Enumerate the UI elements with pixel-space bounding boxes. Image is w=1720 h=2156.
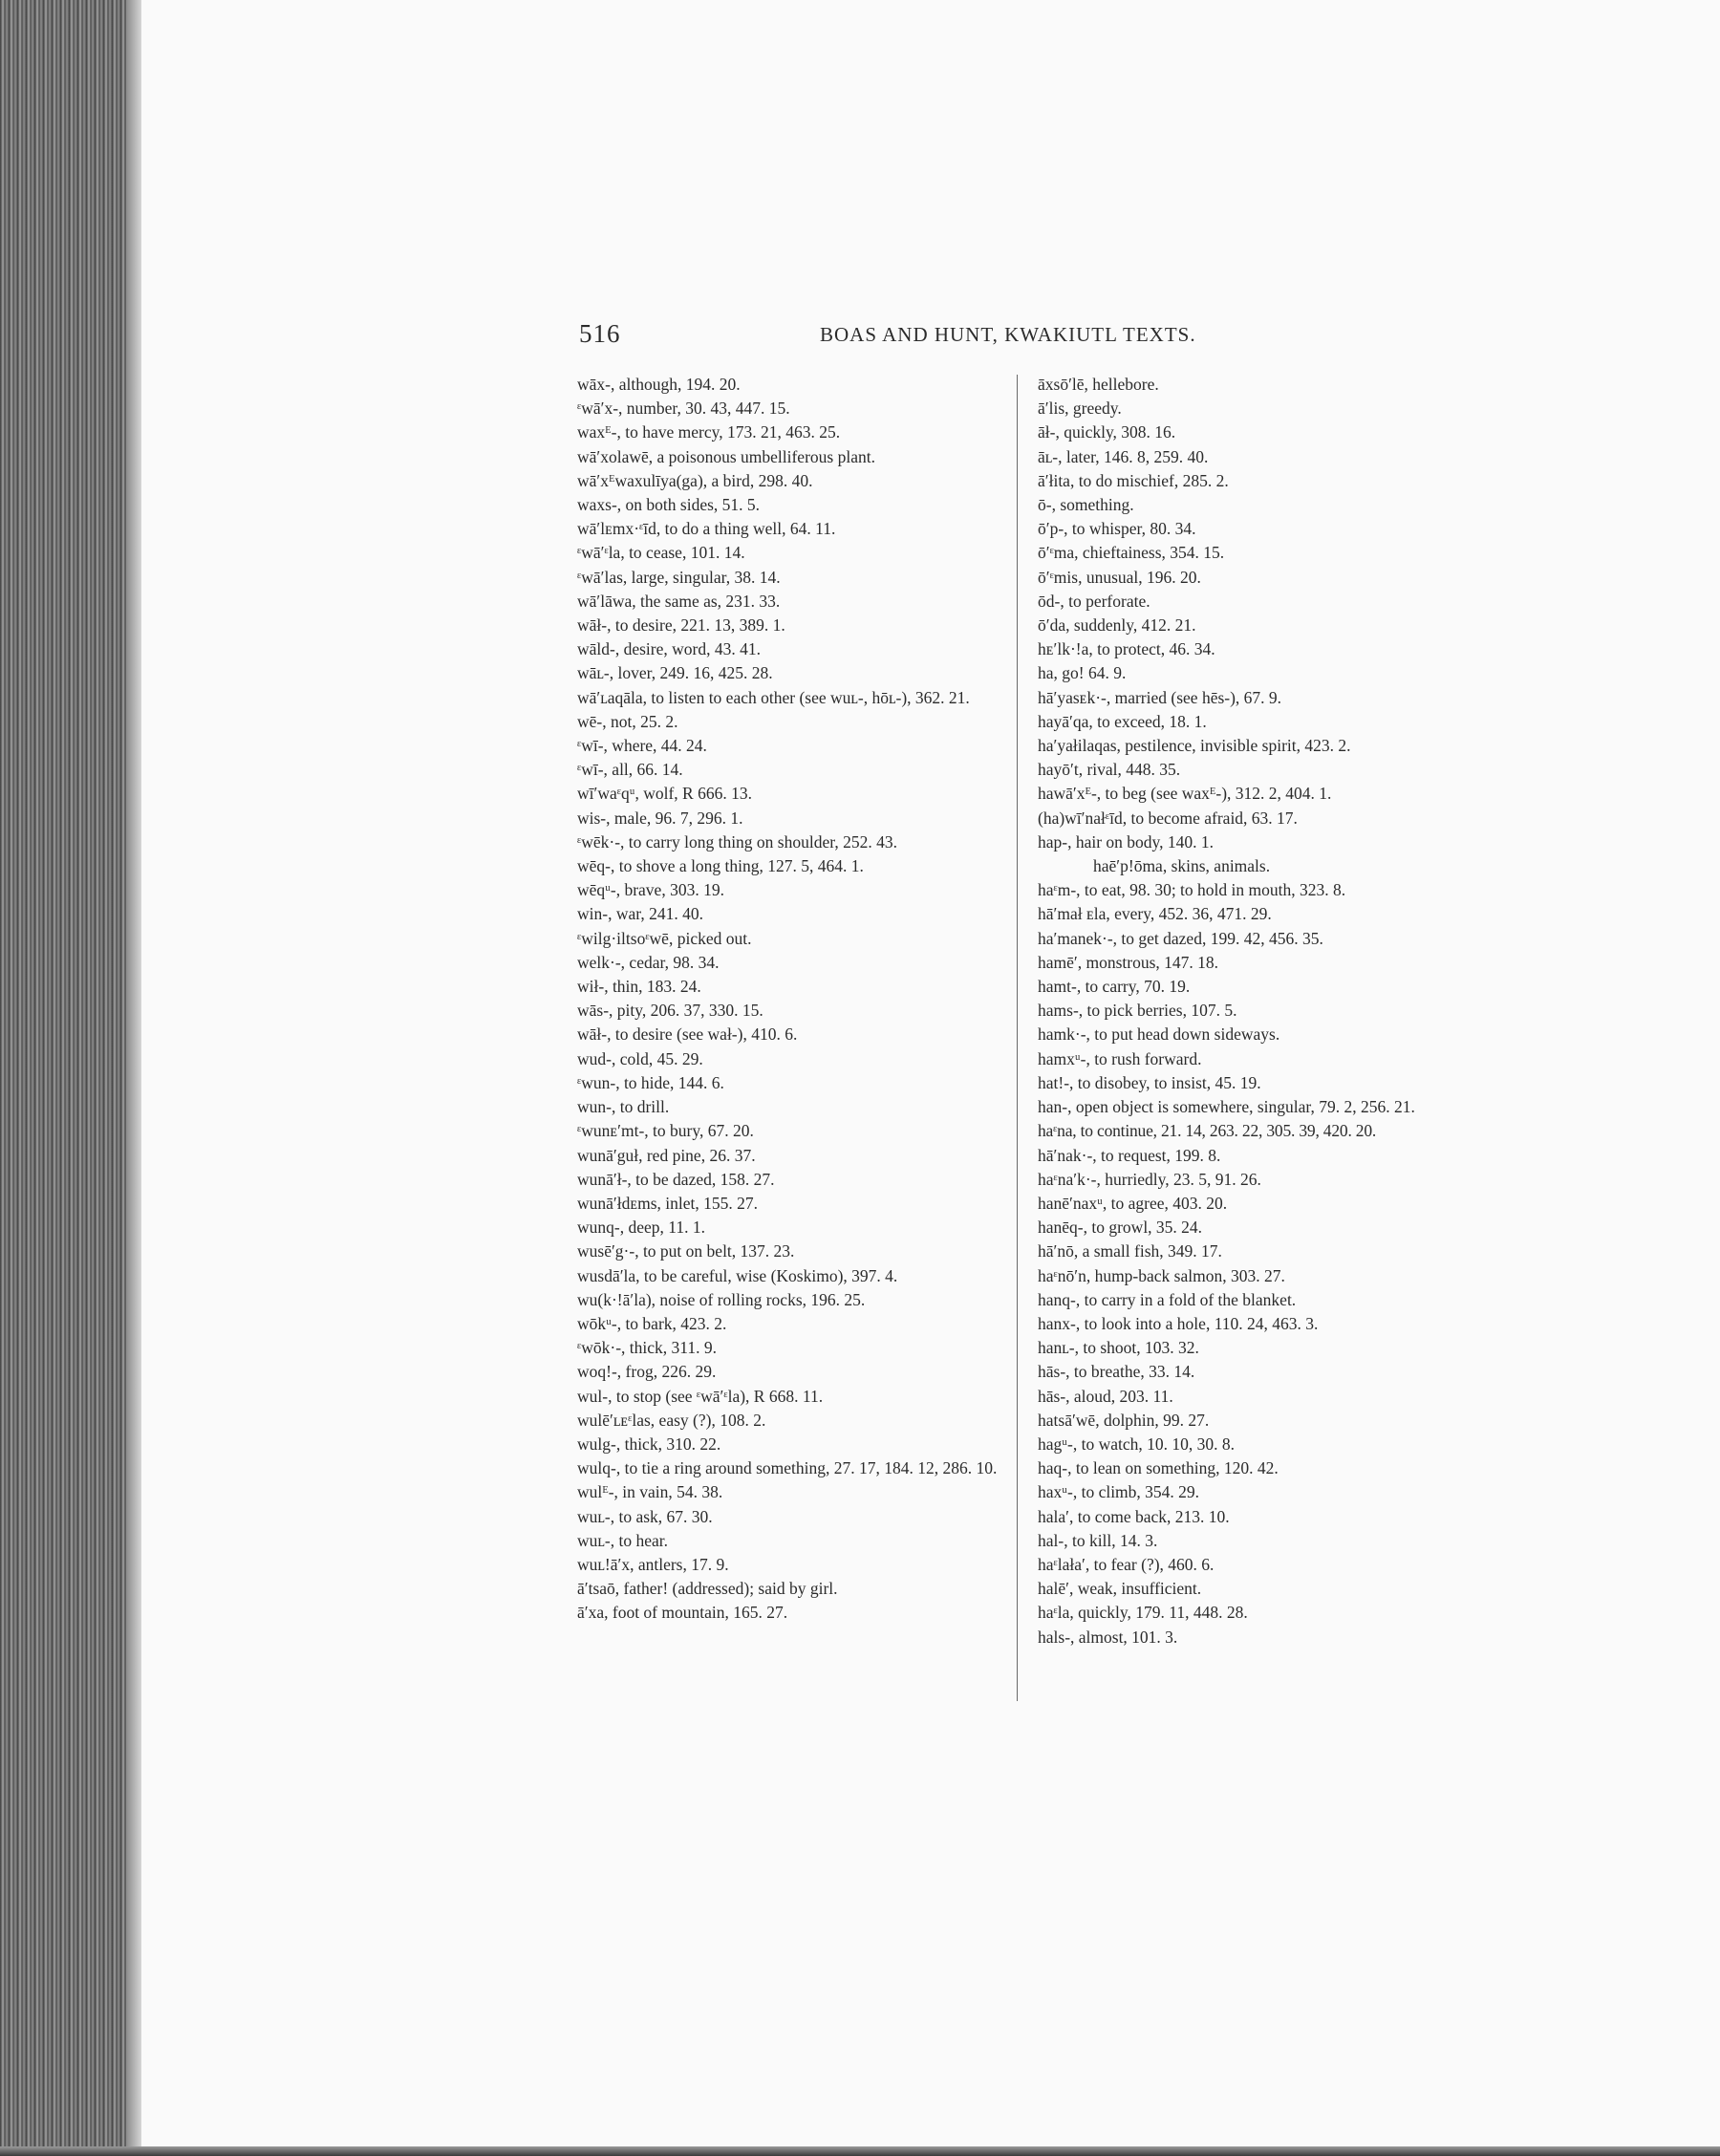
- glossary-entry: wulq-, to tie a ring around something, 27. 17, 184. 12, 286. 10.: [577, 1458, 998, 1478]
- glossary-entry: ō′ᵋma, chieftainess, 354. 15.: [1038, 543, 1225, 563]
- glossary-entry: han-, open object is somewhere, singular, 79. 2, 256. 21.: [1038, 1097, 1415, 1117]
- glossary-entry: ā′tsaō, father! (addressed); said by girl.: [577, 1579, 838, 1599]
- glossary-entry: hā′nō, a small fish, 349. 17.: [1038, 1241, 1222, 1261]
- glossary-entry: welk·-, cedar, 98. 34.: [577, 952, 720, 972]
- glossary-entry: ᵋwun-, to hide, 144. 6.: [577, 1072, 724, 1092]
- glossary-entry: ō′p-, to whisper, 80. 34.: [1038, 519, 1196, 539]
- glossary-entry: hap-, hair on body, 140. 1.: [1038, 831, 1215, 852]
- glossary-entry: haᵋm-, to eat, 98. 30; to hold in mouth, 323. 8.: [1038, 880, 1346, 900]
- glossary-entry: hat!-, to disobey, to insist, 45. 19.: [1038, 1072, 1261, 1092]
- glossary-entry: haq-, to lean on something, 120. 42.: [1038, 1458, 1279, 1478]
- glossary-entry: hanq-, to carry in a fold of the blanket.: [1038, 1289, 1297, 1309]
- glossary-entry: ā′lis, greedy.: [1038, 399, 1122, 419]
- glossary-entry: wił-, thin, 183. 24.: [577, 977, 701, 997]
- glossary-entry: (ha)wī′nałᵋīd, to become afraid, 63. 17.: [1038, 808, 1298, 828]
- glossary-entry: wusē′g·-, to put on belt, 137. 23.: [577, 1241, 795, 1261]
- glossary-entry: waxᴱ-, to have mercy, 173. 21, 463. 25.: [577, 422, 841, 442]
- glossary-entry: hᴇ′lk·!a, to protect, 46. 34.: [1038, 639, 1215, 659]
- glossary-entry: wāld-, desire, word, 43. 41.: [577, 639, 761, 659]
- glossary-entry: wuʟ-, to ask, 67. 30.: [577, 1506, 713, 1526]
- glossary-entry: halē′, weak, insufficient.: [1038, 1579, 1202, 1599]
- glossary-entry: ᵋwī-, where, 44. 24.: [577, 736, 707, 756]
- glossary-entry: wunq-, deep, 11. 1.: [577, 1218, 705, 1238]
- glossary-entry: hagᵘ-, to watch, 10. 10, 30. 8.: [1038, 1434, 1235, 1454]
- glossary-entry: hā′yasᴇk·-, married (see hēs-), 67. 9.: [1038, 687, 1282, 707]
- column-divider: [1017, 375, 1018, 1701]
- glossary-entry: haᵋla, quickly, 179. 11, 448. 28.: [1038, 1603, 1248, 1623]
- glossary-entry: wēq-, to shove a long thing, 127. 5, 464. 1.: [577, 856, 864, 876]
- glossary-entry: hamxᵘ-, to rush forward.: [1038, 1048, 1202, 1068]
- left-column: [577, 373, 1005, 1626]
- glossary-entry: hawā′xᴱ-, to beg (see waxᴱ-), 312. 2, 404. 1.: [1038, 784, 1332, 804]
- glossary-entry: waxs-, on both sides, 51. 5.: [577, 495, 761, 515]
- glossary-entry: wulg-, thick, 310. 22.: [577, 1434, 721, 1454]
- bottom-page-edge: [0, 2146, 1720, 2156]
- glossary-entry: wāł-, to desire, 221. 13, 389. 1.: [577, 615, 785, 636]
- glossary-entry: ᵋwunᴇ′mt-, to bury, 67. 20.: [577, 1121, 754, 1141]
- glossary-entry: haᵋna, to continue, 21. 14, 263. 22, 305. 39, 420. 20.: [1038, 1121, 1377, 1141]
- glossary-entry: wuʟ!ā′x, antlers, 17. 9.: [577, 1554, 729, 1574]
- glossary-entry: ha′manek·-, to get dazed, 199. 42, 456. 35.: [1038, 928, 1323, 948]
- glossary-entry: wāx-, although, 194. 20.: [577, 375, 741, 394]
- glossary-entry: hā′mał ᴇla, every, 452. 36, 471. 29.: [1038, 904, 1272, 924]
- glossary-entry: hanx-, to look into a hole, 110. 24, 463. 3.: [1038, 1313, 1319, 1333]
- glossary-entry: āʟ-, later, 146. 8, 259. 40.: [1038, 446, 1209, 466]
- glossary-entry: wul-, to stop (see ᵋwā′ᵋla), R 668. 11.: [577, 1386, 824, 1406]
- glossary-entry: wā′lāwa, the same as, 231. 33.: [577, 591, 781, 611]
- glossary-entry: haxᵘ-, to climb, 354. 29.: [1038, 1482, 1200, 1502]
- glossary-entry: ᵋwā′las, large, singular, 38. 14.: [577, 567, 781, 587]
- glossary-entry: hamt-, to carry, 70. 19.: [1038, 977, 1191, 997]
- glossary-entry: ō-, something.: [1038, 495, 1134, 515]
- glossary-entry: wā′lᴇmx·ᵋīd, to do a thing well, 64. 11.: [577, 519, 836, 539]
- glossary-entry: ha, go! 64. 9.: [1038, 663, 1127, 683]
- glossary-entry: hanʟ-, to shoot, 103. 32.: [1038, 1338, 1199, 1358]
- glossary-entry: wuʟ-, to hear.: [577, 1530, 668, 1550]
- glossary-entry: wunā′ł-, to be dazed, 158. 27.: [577, 1169, 775, 1189]
- glossary-entry: ō′ᵋmis, unusual, 196. 20.: [1038, 567, 1201, 587]
- glossary-entry: haᵋnō′n, hump-back salmon, 303. 27.: [1038, 1265, 1285, 1285]
- glossary-entry: wā′xᴱwaxulīya(ga), a bird, 298. 40.: [577, 470, 813, 490]
- glossary-entry: wu(k·!ā′la), noise of rolling rocks, 196. 25.: [577, 1289, 866, 1309]
- glossary-entry: hayā′qa, to exceed, 18. 1.: [1038, 711, 1207, 731]
- glossary-entry: wī′waᵋqᵘ, wolf, R 666. 13.: [577, 784, 752, 804]
- glossary-entry: wāʟ-, lover, 249. 16, 425. 28.: [577, 663, 773, 683]
- glossary-entry: hās-, to breathe, 33. 14.: [1038, 1362, 1195, 1382]
- glossary-entry: wun-, to drill.: [577, 1097, 670, 1117]
- glossary-entry: hās-, aloud, 203. 11.: [1038, 1386, 1173, 1406]
- glossary-entry: hal-, to kill, 14. 3.: [1038, 1530, 1158, 1550]
- glossary-entry: ō′da, suddenly, 412. 21.: [1038, 615, 1196, 636]
- glossary-entry: hanēq-, to growl, 35. 24.: [1038, 1218, 1203, 1238]
- page-header: [579, 319, 1229, 357]
- glossary-entry: hayō′t, rival, 448. 35.: [1038, 760, 1181, 780]
- glossary-entry: āł-, quickly, 308. 16.: [1038, 422, 1176, 442]
- glossary-entry: hals-, almost, 101. 3.: [1038, 1627, 1178, 1647]
- glossary-entry: wis-, male, 96. 7, 296. 1.: [577, 808, 743, 828]
- glossary-entry: hamē′, monstrous, 147. 18.: [1038, 952, 1219, 972]
- glossary-entry: ᵋwā′x-, number, 30. 43, 447. 15.: [577, 399, 790, 419]
- glossary-entry: wunā′łdᴇms, inlet, 155. 27.: [577, 1193, 759, 1213]
- glossary-entry: wē-, not, 25. 2.: [577, 711, 678, 731]
- glossary-entry: ōd-, to perforate.: [1038, 591, 1150, 611]
- glossary-entry: ha′yałilaqas, pestilence, invisible spirit, 423. 2.: [1038, 736, 1351, 756]
- glossary-entry: hams-, to pick berries, 107. 5.: [1038, 1001, 1237, 1021]
- glossary-entry: wā′ʟaqāla, to listen to each other (see wuʟ-, hōʟ-), 362. 21.: [577, 687, 970, 707]
- glossary-entry: ᵋwōk·-, thick, 311. 9.: [577, 1338, 717, 1358]
- right-column: [1038, 373, 1466, 1649]
- glossary-entry: haᵋlała′, to fear (?), 460. 6.: [1038, 1554, 1215, 1574]
- glossary-entry: woq!-, frog, 226. 29.: [577, 1362, 717, 1382]
- glossary-entry: hamk·-, to put head down sideways.: [1038, 1024, 1280, 1045]
- glossary-entry: ᵋwilg·iltsoᵋwē, picked out.: [577, 928, 752, 948]
- glossary-entry: ā′łita, to do mischief, 285. 2.: [1038, 470, 1229, 490]
- glossary-entry: wunā′guł, red pine, 26. 37.: [577, 1145, 756, 1165]
- glossary-entry: wās-, pity, 206. 37, 330. 15.: [577, 1001, 763, 1021]
- glossary-entry: hala′, to come back, 213. 10.: [1038, 1506, 1230, 1526]
- glossary-entry: wud-, cold, 45. 29.: [577, 1048, 703, 1068]
- glossary-entry: āxsō′lē, hellebore.: [1038, 375, 1159, 394]
- glossary-entry: ᵋwēk·-, to carry long thing on shoulder, 252. 43.: [577, 831, 897, 852]
- glossary-entry: hanē′naxᵘ, to agree, 403. 20.: [1038, 1193, 1228, 1213]
- glossary-entry: wusdā′la, to be careful, wise (Koskimo), 397. 4.: [577, 1265, 898, 1285]
- page-number: 516: [579, 319, 621, 348]
- glossary-entry: ā′xa, foot of mountain, 165. 27.: [577, 1603, 788, 1623]
- glossary-entry: haᵋna′k·-, hurriedly, 23. 5, 91. 26.: [1038, 1169, 1261, 1189]
- glossary-entry: wēqᵘ-, brave, 303. 19.: [577, 880, 724, 900]
- glossary-entry: wā′xolawē, a poisonous umbelliferous plant.: [577, 446, 875, 466]
- glossary-entry: hā′nak·-, to request, 199. 8.: [1038, 1145, 1221, 1165]
- glossary-entry: ᵋwā′ᵋla, to cease, 101. 14.: [577, 543, 745, 563]
- glossary-entry: hatsā′wē, dolphin, 99. 27.: [1038, 1410, 1210, 1430]
- glossary-entry: wōkᵘ-, to bark, 423. 2.: [577, 1313, 727, 1333]
- glossary-entry: wāł-, to desire (see wał-), 410. 6.: [577, 1024, 798, 1045]
- glossary-entry: haē′p!ōma, skins, animals.: [1093, 856, 1271, 876]
- glossary-entry: wulᴱ-, in vain, 54. 38.: [577, 1482, 723, 1502]
- running-title: BOAS AND HUNT, KWAKIUTL TEXTS.: [820, 323, 1196, 346]
- glossary-entry: ᵋwī-, all, 66. 14.: [577, 760, 683, 780]
- glossary-entry: win-, war, 241. 40.: [577, 904, 703, 924]
- glossary-entry: wulē′ʟᴇᵋlas, easy (?), 108. 2.: [577, 1410, 766, 1430]
- book-page-edges: [0, 0, 141, 2156]
